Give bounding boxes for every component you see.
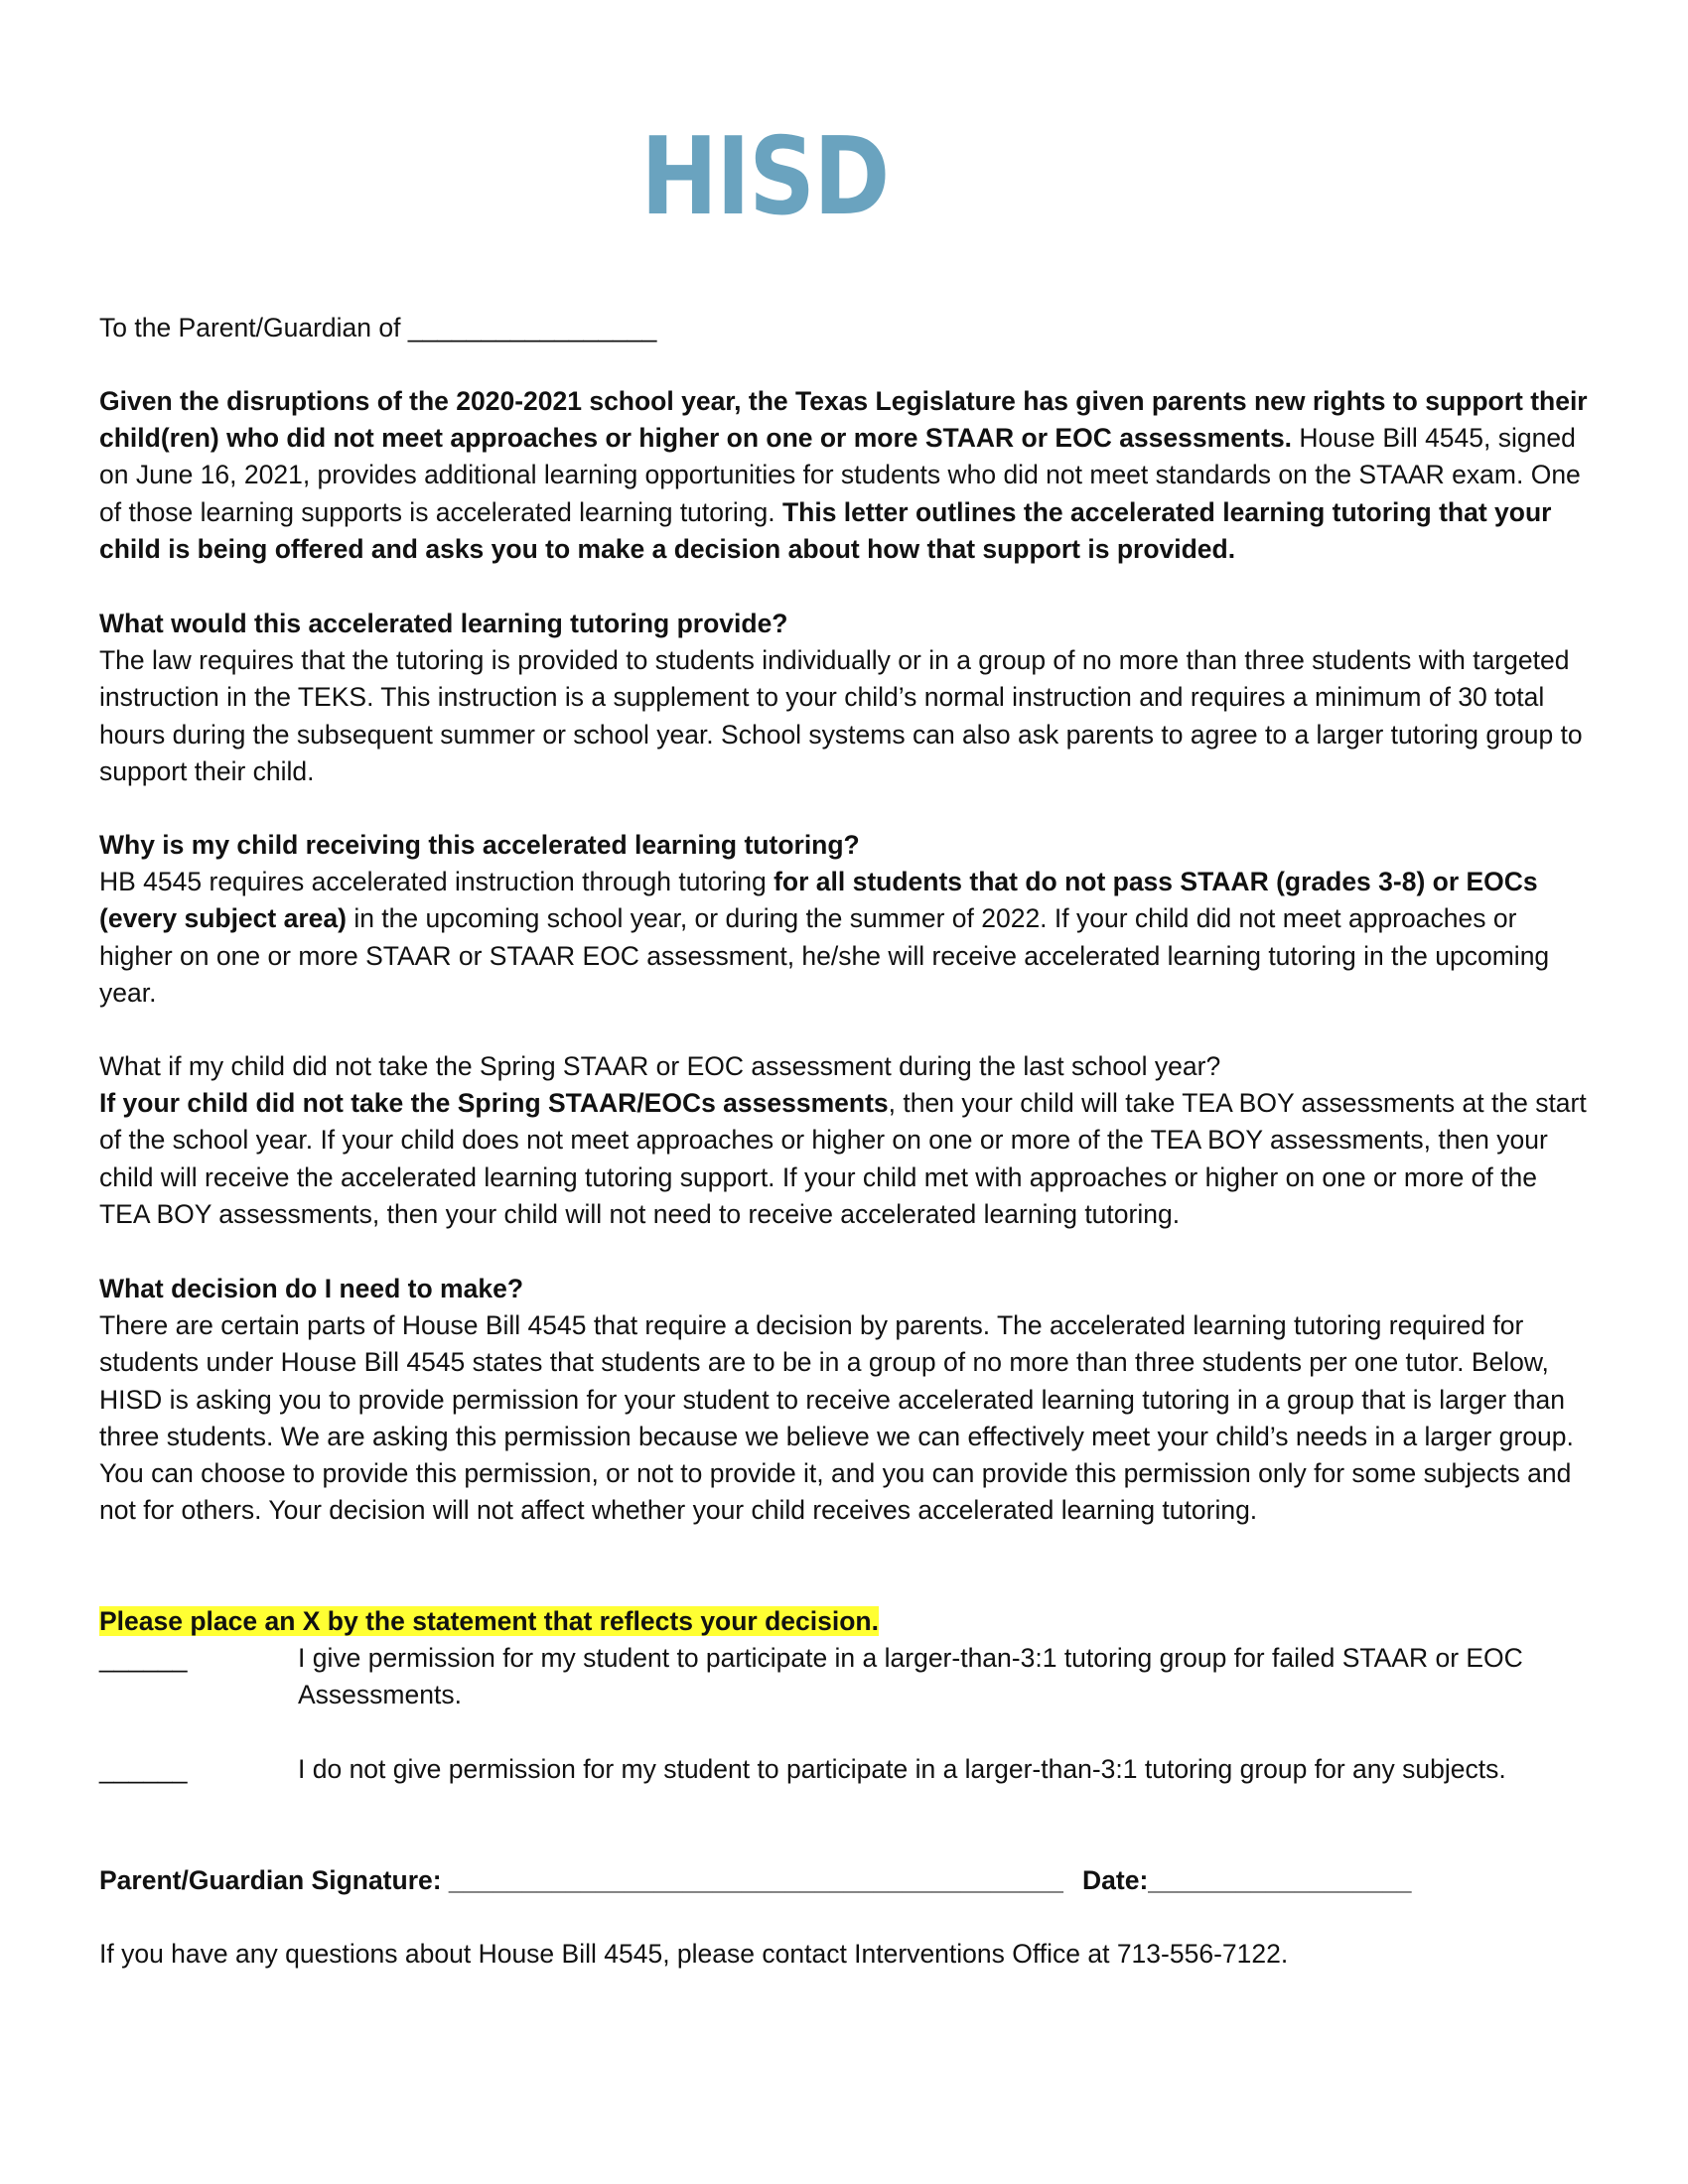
- intro-bold-2: This letter outlines the accelerated learning tutoring that your child is being offered and asks you to make a decision about how that support is provided.: [99, 496, 1552, 564]
- instruction-highlight: Please place an X by the statement that reflects your decision.: [99, 1606, 879, 1636]
- instruction: [99, 1603, 1589, 1640]
- section-why-text-2: in the upcoming school year, or during the summer of 2022. If your child did not meet approaches or higher on one or more STAAR or STAAR EOC assessment, he/she will receive accelerated learning tutoring in the upcoming year.: [99, 903, 1550, 1008]
- option-text: I give permission for my student to participate in a larger-than-3:1 tutoring group for failed STAAR or EOC Assessments.: [298, 1643, 1523, 1710]
- section-why-heading: Why is my child receiving this accelerated learning tutoring?: [99, 830, 860, 860]
- section-provide: [99, 606, 1589, 790]
- section-provide-body: The law requires that the tutoring is provided to students individually or in a group of no more than three students with targeted instruction in the TEKS. This instruction is a supplement to your child’s normal instruction and requires a minimum of 30 total hours during the subsequent summer or school year. School systems can also ask parents to agree to a larger tutoring group to support their child.: [99, 645, 1583, 786]
- hisd-logo: HISD: [640, 115, 889, 239]
- section-notake-text-1: , then your child will take TEA BOY assessments at the start of the school year. If your child does not meet approaches or higher on one or more of the TEA BOY assessments, then your child will receive the accelerated learning tutoring support. If your child met with approaches or higher on one or more of the TEA BOY assessments, then your child will not need to receive accelerated learning tutoring.: [99, 1088, 1587, 1229]
- contact-info: If you have any questions about House Bill 4545, please contact Interventions Office at 713-556-7122.: [99, 1939, 1289, 1969]
- option-text: I do not give permission for my student to participate in a larger-than-3:1 tutoring group for any subjects.: [298, 1754, 1506, 1784]
- option-blank[interactable]: ______: [99, 1643, 188, 1673]
- date-line[interactable]: Date:__________________: [1082, 1865, 1412, 1895]
- section-notake: [99, 1048, 1589, 1233]
- section-why-body: [99, 864, 1589, 1012]
- option-give-permission[interactable]: [99, 1640, 1589, 1719]
- option-deny-permission[interactable]: [99, 1751, 1589, 1831]
- signature-line[interactable]: Parent/Guardian Signature: __________________________________________: [99, 1865, 1063, 1895]
- option-blank[interactable]: ______: [99, 1754, 188, 1784]
- section-provide-heading: What would this accelerated learning tutoring provide?: [99, 609, 788, 638]
- section-decision: [99, 1271, 1589, 1529]
- salutation: To the Parent/Guardian of _________________: [99, 313, 657, 342]
- section-notake-bold-1: If your child did not take the Spring STAAR/EOCs assessments: [99, 1088, 889, 1119]
- section-why-text-1: HB 4545 requires accelerated instruction through tutoring: [99, 867, 774, 897]
- intro-paragraph: [99, 383, 1589, 568]
- section-notake-body: [99, 1085, 1589, 1233]
- intro-text-1: House Bill 4545, signed on June 16, 2021, provides additional learning opportunities for students who did not meet standards on the STAAR exam. One of those learning supports is accelerated learning tutoring.: [99, 423, 1581, 527]
- section-why: [99, 827, 1589, 1012]
- section-why-bold-1: for all students that do not pass STAAR (grades 3-8) or EOCs (every subject area): [99, 867, 1538, 934]
- intro-bold-1: Given the disruptions of the 2020-2021 school year, the Texas Legislature has given parents new rights to support their child(ren) who did not meet approaches or higher on one or more STAAR or EOC assessments.: [99, 386, 1588, 454]
- section-decision-heading: What decision do I need to make?: [99, 1274, 524, 1303]
- section-notake-heading: What if my child did not take the Spring STAAR or EOC assessment during the last school year?: [99, 1051, 1221, 1081]
- section-decision-body: There are certain parts of House Bill 4545 that require a decision by parents. The accelerated learning tutoring required for students under House Bill 4545 states that students are to be in a group of no more than three students per one tutor. Below, HISD is asking you to provide permission for your student to receive accelerated learning tutoring in a group that is larger than three students. We are asking this permission because we believe we can effectively meet your child’s needs in a larger group. You can choose to provide this permission, or not to provide it, and you can provide this permission only for some subjects and not for others. Your decision will not affect whether your child receives accelerated learning tutoring.: [99, 1310, 1574, 1526]
